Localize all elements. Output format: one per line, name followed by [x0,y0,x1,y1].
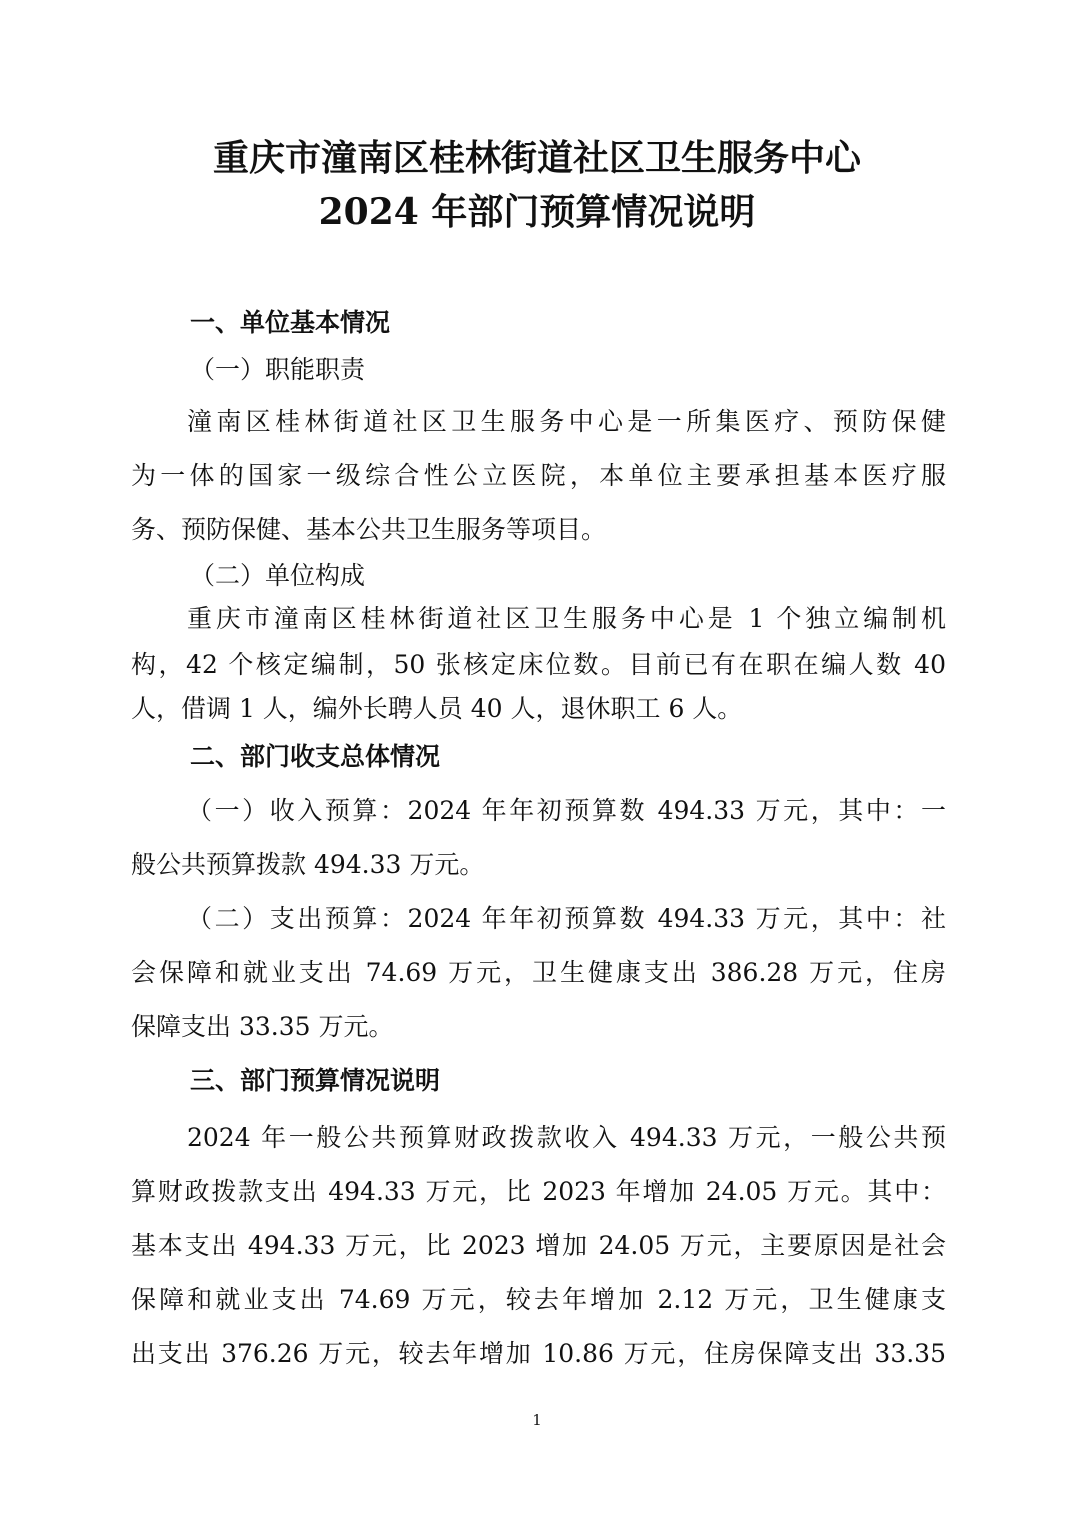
section1-para1-line: 潼南区桂林街道社区卫生服务中心是一所集医疗、预防保健 [187,407,946,436]
section3-para1-line: 算财政拨款支出 494.33 万元，比 2023 年增加 24.05 万元。其中： [131,1177,946,1206]
section2-para2-line: 会保障和就业支出 74.69 万元，卫生健康支出 386.28 万元，住房 [131,958,946,987]
section2-para1-line: （一）收入预算：2024 年年初预算数 494.33 万元，其中：一 [187,796,946,825]
section3-para1-line: 保障和就业支出 74.69 万元，较去年增加 2.12 万元，卫生健康支 [131,1285,946,1314]
section3-para1-line: 2024 年一般公共预算财政拨款收入 494.33 万元，一般公共预 [187,1123,946,1152]
section1-heading: 一、单位基本情况 [190,308,391,337]
section2-para2-line: 保障支出 33.35 万元。 [131,1012,394,1041]
section3-para1-line: 出支出 376.26 万元，较去年增加 10.86 万元，住房保障支出 33.35 [131,1339,946,1368]
page-number: 1 [532,1411,542,1429]
section1-para2-line: 人，借调 1 人，编外长聘人员 40 人，退休职工 6 人。 [131,694,743,723]
section2-heading: 二、部门收支总体情况 [190,742,441,771]
section2-para1-line: 般公共预算拨款 494.33 万元。 [131,850,485,879]
section1-para2-line: 构，42 个核定编制，50 张核定床位数。目前已有在职在编人数 40 [131,650,946,679]
section3-heading: 三、部门预算情况说明 [190,1066,441,1095]
section1-para1-line: 务、预防保健、基本公共卫生服务等项目。 [131,515,607,544]
section1-para1-line: 为一体的国家一级综合性公立医院，本单位主要承担基本医疗服 [131,461,946,490]
document-title-line2: 2024 年部门预算情况说明 [318,191,756,233]
section1-para2-line: 重庆市潼南区桂林街道社区卫生服务中心是 1 个独立编制机 [187,604,946,633]
section3-para1-line: 基本支出 494.33 万元，比 2023 增加 24.05 万元，主要原因是社会 [131,1231,946,1260]
document-title-line1: 重庆市潼南区桂林街道社区卫生服务中心 [212,137,861,179]
section1-subheading-functions: （一）职能职责 [190,355,366,384]
section1-subheading-composition: （二）单位构成 [190,561,366,590]
section2-para2-line: （二）支出预算：2024 年年初预算数 494.33 万元，其中：社 [187,904,946,933]
